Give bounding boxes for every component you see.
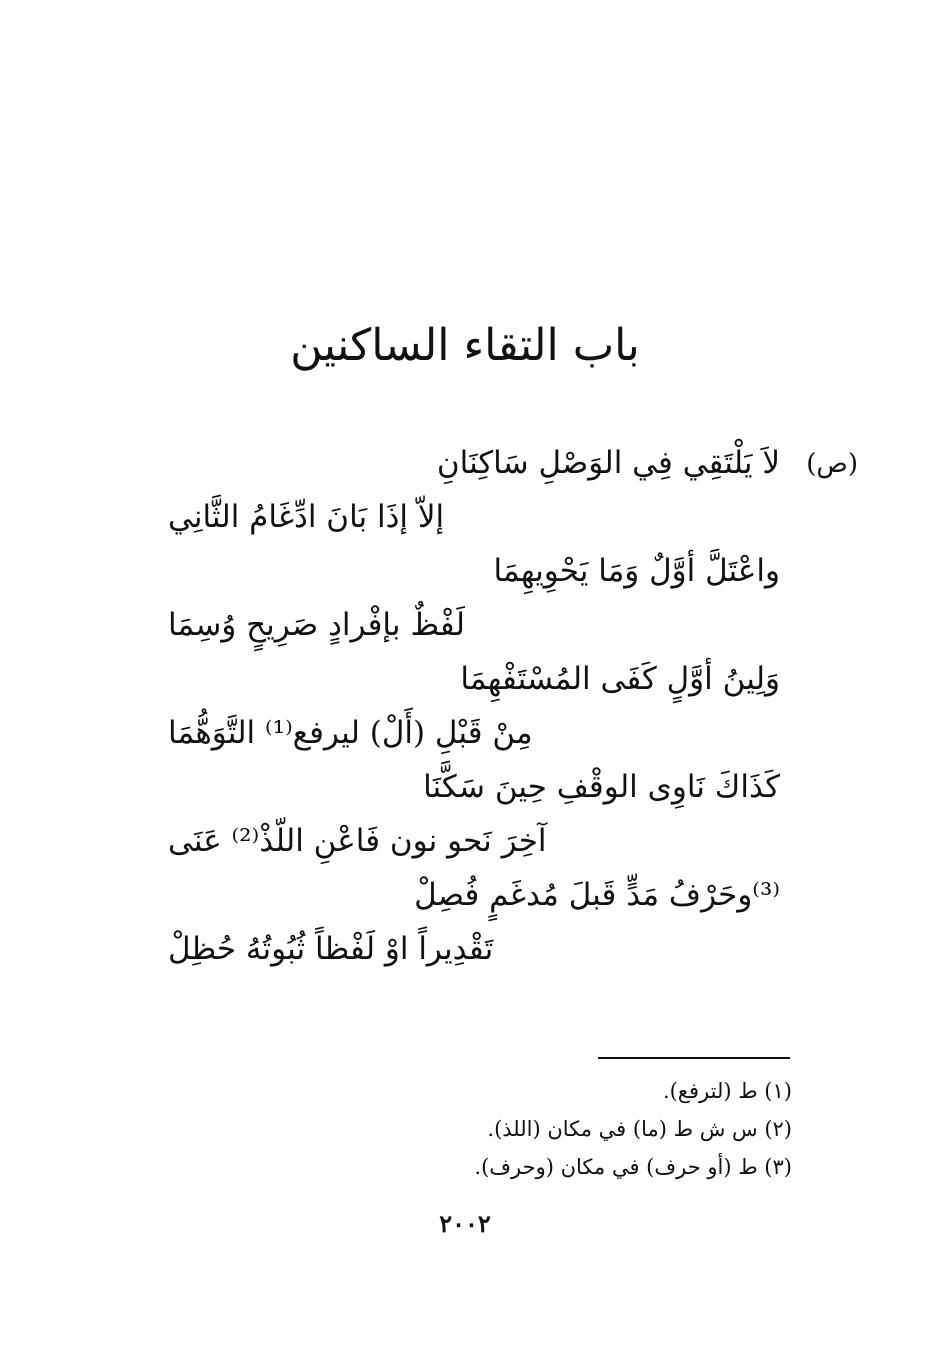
- verse-line: [150, 598, 800, 652]
- verse-line: [150, 490, 800, 544]
- verse-text: إلاّ إذَا بَانَ ادِّغَامُ الثَّانِي: [168, 499, 445, 535]
- footnote: (١) ط (لترفع).: [662, 1079, 792, 1103]
- verse-text: وَلِينُ أوَّلٍ كَفَى المُسْتَفْهِمَا: [460, 661, 780, 697]
- verse-line: [150, 706, 800, 760]
- page-number: ٢٠٠٢: [439, 1209, 491, 1238]
- footnote: (٣) ط (أو حرف) في مكان (وحرف).: [474, 1155, 792, 1179]
- verse-text: لَفْظٌ بإفْرادٍ صَرِيحٍ وُسِمَا: [168, 607, 465, 643]
- verse-line: [150, 436, 800, 490]
- verse-marker: (ص): [806, 449, 858, 479]
- verse-line: [150, 814, 800, 868]
- verse-text: مِنْ قَبْلِ (أَلْ) ليرفع⁽¹⁾ التَّوَهُّمَا: [168, 715, 533, 751]
- footnote-divider: [598, 1057, 790, 1059]
- verse-text: واعْتَلَّ أوَّلٌ وَمَا يَحْوِيهِمَا: [493, 553, 780, 589]
- poem-verses: [150, 436, 800, 976]
- verse-text: ⁽³⁾وحَرْفُ مَدٍّ قَبلَ مُدغَمٍ فُصِلْ: [414, 877, 780, 913]
- footnote: (٢) س ش ط (ما) في مكان (اللذ).: [487, 1117, 792, 1141]
- verse-line: [150, 922, 800, 976]
- verse-line: [150, 652, 800, 706]
- verse-text: لاَ يَلْتَقِي فِي الوَصْلِ سَاكِنَانِ: [436, 445, 780, 481]
- footnotes: [292, 1072, 792, 1186]
- verse-line: [150, 544, 800, 598]
- verse-text: تَقْدِيراً اوْ لَفْظاً ثُبُوتُهُ حُظِلْ: [168, 931, 494, 967]
- verse-text: كَذَاكَ نَاوِى الوقْفِ حِينَ سَكَّنَا: [423, 769, 780, 805]
- chapter-title: باب التقاء الساكنين: [290, 320, 640, 371]
- verse-line: [150, 760, 800, 814]
- verse-text: آخِرَ نَحو نون فَاعْنِ اللّذْ⁽²⁾ عَنَى: [168, 823, 547, 859]
- verse-line: [150, 868, 800, 922]
